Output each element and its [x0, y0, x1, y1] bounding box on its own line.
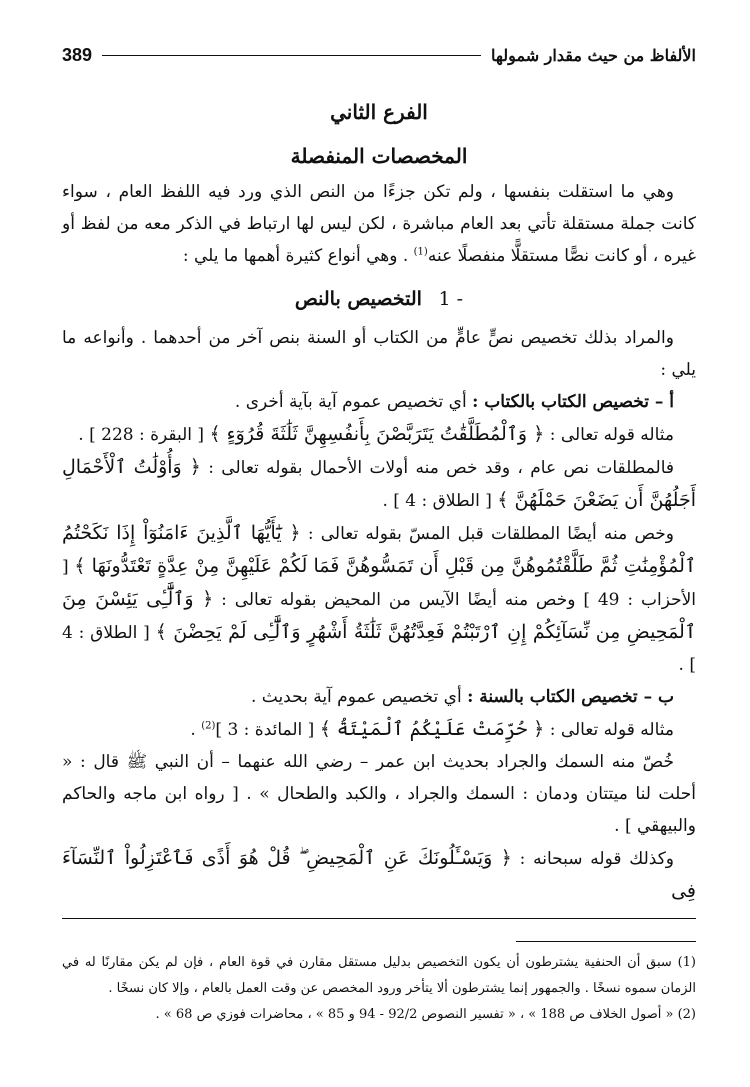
footnote-1 — [62, 950, 696, 1002]
example-5: مثاله قوله تعالى : ﴿ حُرِّمَتْ عَلَيْكُمُ ٱلْمَيْتَةُ ﴾ [ المائدة : 3 ]$^{(2)}$ . — [190, 718, 674, 740]
example-intro: وخص منه أيضًا المطلقات قبل المسّ بقوله تعالى : — [307, 524, 674, 544]
section-branch-heading: الفرع الثاني — [330, 100, 428, 124]
running-title: الألفاظ من حيث مقدار شمولها — [491, 45, 696, 65]
footnote-number: (1) — [677, 955, 696, 970]
intro-line: وهي ما استقلت بنفسها ، ولم تكن جزءًا من النص الذي ورد فيه اللفظ العام ، سواء — [62, 182, 674, 202]
type-a-label: أ – تخصيص الكتاب بالكتاب : — [472, 392, 674, 412]
example-intro: وخص منه أيضًا الآيس من المحيض بقوله تعالى : — [221, 590, 576, 610]
footnote-text: « أصول الخلاف ص 188 » ، « تفسير النصوص 92/2 - 94 و 85 » ، محاضرات فوزي ص 68 » . — [155, 1007, 674, 1022]
page-number: 389 — [62, 44, 93, 65]
verse-reference: [ البقرة : 228 ] . — [78, 425, 205, 445]
running-header — [62, 40, 696, 70]
subsection-heading — [62, 282, 696, 316]
verse-reference: [ الطلاق : 4 ] . — [382, 491, 492, 511]
subsection-number: 1 - — [438, 288, 464, 310]
quran-verse-continued: ٱلْأَحْمَالِ أَجَلُهُنَّ أَن يَضَعْنَ حَمْلَهُنَّ ﴾ — [62, 456, 696, 511]
quran-verse-continued: ٱلْمُؤْمِنَٰتِ ثُمَّ طَلَّقْتُمُوهُنَّ مِن قَبْلِ أَن تَمَسُّوهُنَّ فَمَا لَكُمْ عَلَيْهِنَّ مِنْ عِدَّةٍ تَعْتَدُّونَهَا ﴾ — [74, 555, 696, 577]
example-intro: مثاله قوله تعالى : — [549, 425, 674, 445]
quran-verse: ﴿ وَأُوْلَٰتُ — [133, 456, 201, 478]
hadith-line: خُصّ منه السمك والجراد بحديث ابن عمر – رضي الله عنهما – أن النبي ﷺ — [126, 752, 675, 772]
verse-reference: [ الأحزاب : 49 ] — [62, 557, 697, 610]
example-1 — [62, 418, 696, 451]
example-3 — [62, 517, 696, 681]
footnote-ref: (1) — [413, 246, 428, 258]
quran-verse: ﴿ حُرِّمَتْ عَلَيْكُمُ ٱلْمَيْتَةُ ﴾ — [319, 718, 545, 740]
footnote-ref: (2) — [201, 720, 216, 732]
intro-line: لفظ أو غيره ، أو كانت نصًّا مستقلًّا منفصلًا عنه — [62, 214, 696, 266]
quran-verse-continued: ٱلْمَحِيضِ مِن نِّسَآئِكُمْ إِنِ ٱرْتَبْتُمْ فَعِدَّتُهُنَّ ثَلَٰثَةُ أَشْهُرٍ وَٱلَّٰٓـِٔى لَمْ يَحِضْنَ ﴾ — [155, 621, 696, 643]
intro-line-end: . وهي أنواع كثيرة أهمها ما يلي : — [182, 246, 409, 266]
quran-verse: ﴿ وَٱلْمُطَلَّقَٰتُ يَتَرَبَّصْنَ بِأَنفُسِهِنَّ ثَلَٰثَةَ قُرُوٓءٍ ﴾ — [209, 423, 545, 445]
content-bottom-rule — [62, 918, 696, 919]
footnote-number: (2) — [677, 1007, 696, 1022]
hadith-paragraph — [62, 746, 696, 842]
type-a-text: أي تخصيص عموم آية بآية أخرى . — [234, 392, 467, 412]
subsection-title: التخصيص بالنص — [294, 288, 422, 310]
header-rule — [102, 55, 481, 56]
quran-verse: ﴿ يَٰٓأَيُّهَا ٱلَّذِينَ ءَامَنُوٓاْ إِذَا نَكَحْتُمُ — [62, 522, 301, 544]
verse-reference: [ الطلاق : 4 ] . — [62, 623, 696, 675]
definition-paragraph — [62, 322, 696, 386]
footnote-text: سبق أن الحنفية يشترطون أن يكون التخصيص بدليل مستقل مقارن في قوة العام ، فإن لم يكن مقارنًا له في — [62, 955, 672, 970]
book-page — [62, 40, 696, 1028]
example-intro: وكذلك قوله سبحانه : — [519, 849, 674, 869]
footnote-2 — [62, 1002, 696, 1028]
section-title: المخصصات المنفصلة — [290, 144, 468, 168]
footnote-text: الزمان سموه نسخًا . والجمهور إنما يشترطون ألا يتأخر ورود المخصص عن وقت العمل بالعام ، وإلا كان نسخًا . — [108, 981, 696, 996]
quran-verse: ﴿ وَيَسْـَٔلُونَكَ عَنِ ٱلْمَحِيضِ ۖ قُلْ هُوَ أَذًى فَٱعْتَزِلُواْ ٱلنِّسَآءَ فِى — [62, 847, 696, 902]
example-7 — [62, 842, 696, 908]
definition-line: والمراد بذلك تخصيص نصٍّ عامٍّ من الكتاب أو السنة بنص آخر من أحدهما . — [140, 328, 674, 348]
example-intro: مثاله قوله تعالى : — [549, 720, 674, 740]
definition-line: وأنواعه ما يلي : — [62, 328, 696, 380]
type-a-paragraph — [62, 386, 696, 418]
quran-verse: ﴿ وَٱلَّٰٓـِٔى يَئِسْنَ مِنَ — [62, 588, 214, 610]
footnote-separator — [516, 941, 696, 942]
hadith-line: ماجه والحاكم والبيهقي ] . — [62, 784, 696, 836]
type-b-label: ب – تخصيص الكتاب بالسنة : — [467, 687, 674, 707]
verse-reference: [ المائدة : 3 ] — [215, 720, 315, 740]
example-2 — [62, 451, 696, 517]
type-b-text: أي تخصيص عموم آية بحديث . — [250, 687, 462, 707]
hadith-line: قال : « أحلت لنا ميتتان ودمان : السمك والجراد ، والكبد والطحال » . [ رواه ابن — [62, 752, 696, 804]
intro-paragraph — [62, 176, 696, 272]
type-b-paragraph — [62, 681, 696, 713]
intro-line: كانت جملة مستقلة تأتي بعد العام مباشرة ، لكن ليس لها ارتباط في الذكر معه من — [116, 214, 696, 234]
example-intro: فالمطلقات نص عام ، وقد خص منه أولات الأحمال بقوله تعالى : — [208, 458, 675, 478]
